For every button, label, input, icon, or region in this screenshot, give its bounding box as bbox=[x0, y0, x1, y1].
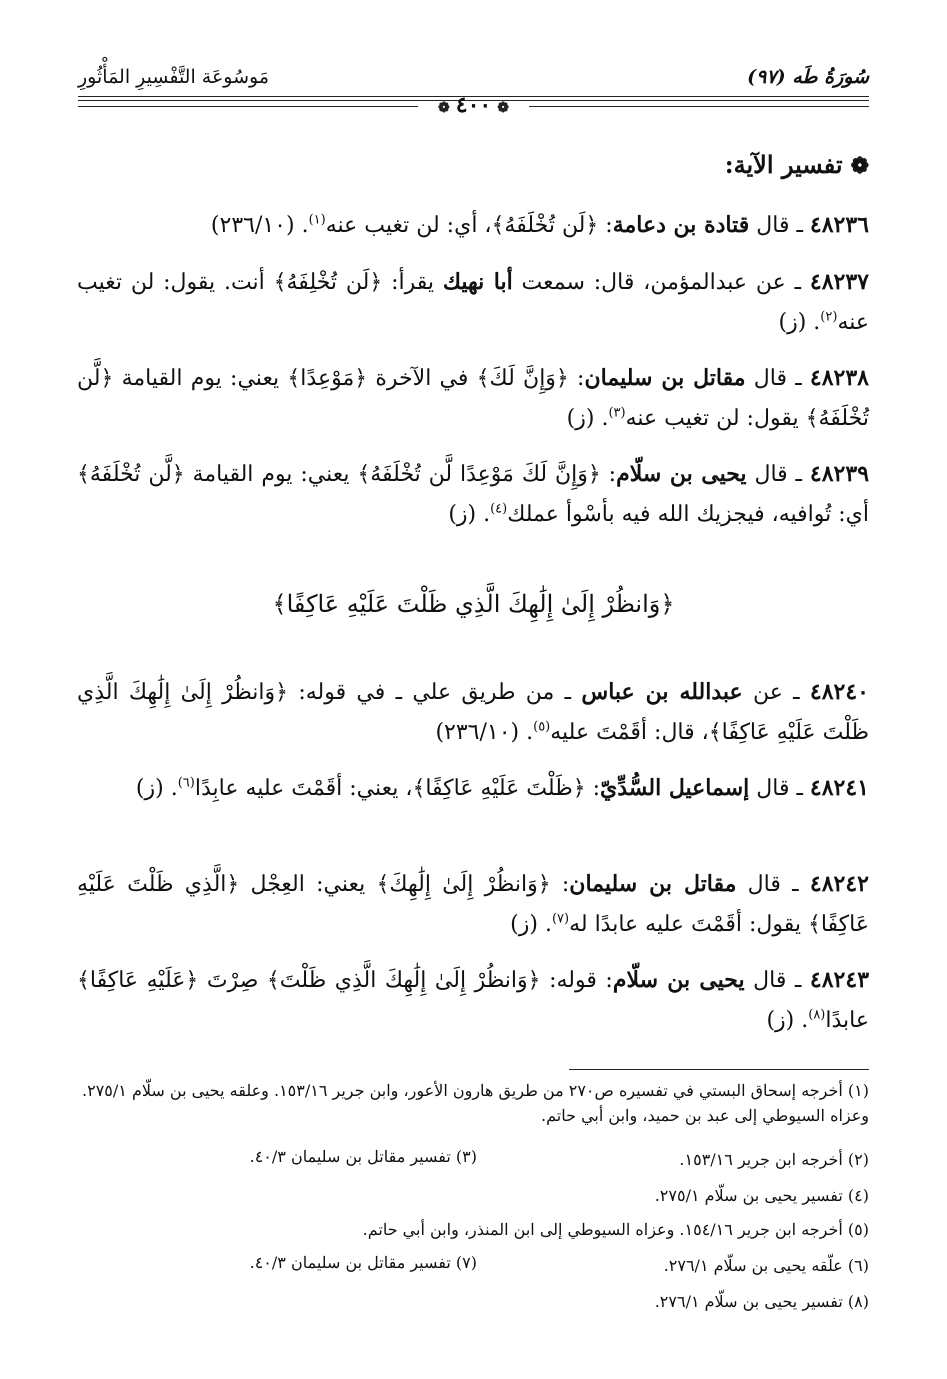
entry-tail: . (ز) bbox=[766, 1008, 809, 1033]
entry-text: يقرأ: ﴿لَن تُخْلِفَهُ﴾ أنت. يقول: لن تغيب عنه bbox=[77, 270, 869, 335]
narrator-name: يحيى بن سلّام bbox=[616, 461, 747, 487]
entry-tail: . (ز) bbox=[448, 502, 491, 527]
footnote-5: (٥) أخرجه ابن جرير ١٥٤/١٦. وعزاه السيوطي إلى ابن المنذر، وابن أبي حاتم. bbox=[362, 1220, 869, 1239]
narration-entry bbox=[77, 672, 869, 753]
entry-text: : ﴿وَانظُرْ إِلَىٰ إِلَٰهِكَ﴾ يعني: العِجْل ﴿الَّذِي ظَلْتَ عَلَيْهِ عَاكِفًا﴾ يقول: أقَمْتَ عليه عابدًا له bbox=[77, 872, 869, 937]
footnote-2: (٢) أخرجه ابن جرير ١٥٣/١٦. bbox=[679, 1150, 869, 1169]
narrator-name: يحيى بن سلّام bbox=[612, 967, 745, 993]
narration-entry bbox=[77, 454, 869, 535]
narration-entry bbox=[77, 358, 869, 439]
entry-text: : ﴿ظَلْتَ عَلَيْهِ عَاكِفًا﴾، يعني: أقَمْتَ عليه عابِدًا bbox=[194, 776, 600, 801]
footnote-ref: (٦) bbox=[177, 775, 195, 791]
page-number-text: ٤٠٠ bbox=[455, 92, 492, 118]
entry-number: ٤٨٢٤١ bbox=[809, 775, 869, 801]
footnote-3: (٣) تفسير مقاتل بن سليمان ٤٠/٣. bbox=[249, 1147, 477, 1166]
narration-entry bbox=[77, 864, 869, 945]
entry-lead: ـ قال bbox=[745, 366, 802, 391]
footnote-ref: (٧) bbox=[551, 911, 570, 927]
entry-text: ـ من طريق علي ـ في قوله: ﴿وَانظُرْ إِلَىٰ إِلَٰهِكَ الَّذِي ظَلْتَ عَلَيْهِ عَاكِفًا﴾، قال: أقَمْتَ عليه bbox=[77, 680, 869, 745]
footnote-ref: (٢) bbox=[820, 309, 838, 325]
ornament-icon: ❁ bbox=[497, 100, 509, 116]
entry-text: : ﴿لَن تُخْلَفَهُ﴾، أي: لن تغيب عنه bbox=[325, 213, 613, 238]
quran-verse-heading: ﴿وَانظُرْ إِلَىٰ إِلَٰهِكَ الَّذِي ظَلْتَ عَلَيْهِ عَاكِفًا﴾ bbox=[272, 590, 675, 618]
entry-tail: . (ز) bbox=[566, 406, 609, 431]
ornament-icon: ❁ bbox=[438, 100, 450, 116]
narration-entry bbox=[77, 205, 869, 246]
footnote-ref: (٨) bbox=[808, 1007, 826, 1023]
narrator-name: إسماعيل السُّدِّيّ bbox=[600, 775, 750, 801]
page-number bbox=[78, 92, 869, 118]
footnote-7: (٧) تفسير مقاتل بن سليمان ٤٠/٣. bbox=[249, 1253, 477, 1272]
entry-tail: . (ز) bbox=[510, 912, 552, 937]
entry-lead: ـ قال bbox=[746, 462, 803, 487]
footnote-separator bbox=[569, 1069, 869, 1070]
entry-tail: . (ز) bbox=[778, 310, 821, 335]
entry-tail: . (٢٣٦/١٠) bbox=[210, 213, 309, 238]
entry-number: ٤٨٢٣٦ bbox=[809, 212, 869, 238]
entry-lead: ـ قال bbox=[749, 776, 803, 801]
entry-number: ٤٨٢٣٩ bbox=[809, 461, 870, 487]
entry-text: : ﴿وَإِنَّ لَكَ مَوْعِدًا لَّن تُخْلَفَهُ﴾ يعني: يوم القيامة ﴿لَّن تُخْلَفَهُ﴾ أي: تُوافيه، فيجزيك الله فيه بأسْوأ عملك bbox=[77, 462, 869, 527]
entry-text: : ﴿وَإِنَّ لَكَ﴾ في الآخرة ﴿مَوْعِدًا﴾ يعني: يوم القيامة ﴿لَّن تُخْلَفَهُ﴾ يقول: لن تغيب عنه bbox=[77, 366, 869, 431]
entry-number: ٤٨٢٣٨ bbox=[809, 365, 869, 391]
entry-lead: ـ قال bbox=[736, 872, 799, 897]
entry-lead: ـ عن عبدالمؤمن، قال: سمعت bbox=[512, 270, 802, 295]
footnote-ref: (٤) bbox=[490, 501, 508, 517]
narration-entry bbox=[77, 768, 869, 809]
narrator-name: عبدالله بن عباس bbox=[581, 679, 743, 705]
entry-number: ٤٨٢٤٢ bbox=[809, 871, 869, 897]
entry-tail: . (ز) bbox=[135, 776, 178, 801]
entry-lead: ـ قال bbox=[749, 213, 803, 238]
entry-number: ٤٨٢٤٠ bbox=[809, 679, 869, 705]
book-title-header: مَوسُوعَة التَّفْسِيرِ المَأْثُورِ bbox=[78, 66, 270, 88]
narration-entry bbox=[77, 960, 869, 1041]
entry-lead: ـ عن bbox=[742, 680, 800, 705]
footnote-ref: (٥) bbox=[533, 719, 551, 735]
footnote-ref: (١) bbox=[308, 212, 326, 228]
entry-tail: . (٢٣٦/١٠) bbox=[435, 720, 534, 745]
entry-text: : قوله: ﴿وَانظُرْ إِلَىٰ إِلَٰهِكَ الَّذِي ظَلْتَ﴾ صِرْتَ ﴿عَلَيْهِ عَاكِفًا﴾ عابدًا bbox=[77, 968, 869, 1033]
section-title bbox=[725, 150, 869, 179]
narrator-name: مقاتل بن سليمان bbox=[584, 365, 746, 391]
narrator-name: أبا نهيك bbox=[442, 269, 513, 295]
footnote-4: (٤) تفسير يحيى بن سلّام ٢٧٥/١. bbox=[654, 1186, 869, 1205]
entry-lead: ـ قال bbox=[744, 968, 802, 993]
surah-header: سُورَةُ طَه (٩٧) bbox=[747, 66, 869, 88]
footnote-1: (١) أخرجه إسحاق البستي في تفسيره ص٢٧٠ من طريق هارون الأعور، وابن جرير ١٥٣/١٦. وعلقه يحيى بن سلّام ٢٧٥/١. وعزاه السيوطي إلى عبد بن حميد، وابن أبي حاتم. bbox=[82, 1081, 869, 1125]
entry-number: ٤٨٢٣٧ bbox=[809, 269, 869, 295]
section-title-text: تفسير الآية: bbox=[724, 150, 843, 179]
footnote-8: (٨) تفسير يحيى بن سلّام ٢٧٦/١. bbox=[654, 1292, 869, 1311]
flower-icon: ❁ bbox=[850, 153, 869, 179]
narrator-name: قتادة بن دعامة bbox=[612, 212, 750, 238]
entry-number: ٤٨٢٤٣ bbox=[809, 967, 870, 993]
narration-entry bbox=[77, 262, 869, 343]
page-number-bar bbox=[78, 92, 869, 122]
footnote-6: (٦) علّقه يحيى بن سلّام ٢٧٦/١. bbox=[663, 1256, 869, 1275]
narrator-name: مقاتل بن سليمان bbox=[569, 871, 737, 897]
footnote-ref: (٣) bbox=[608, 405, 626, 421]
